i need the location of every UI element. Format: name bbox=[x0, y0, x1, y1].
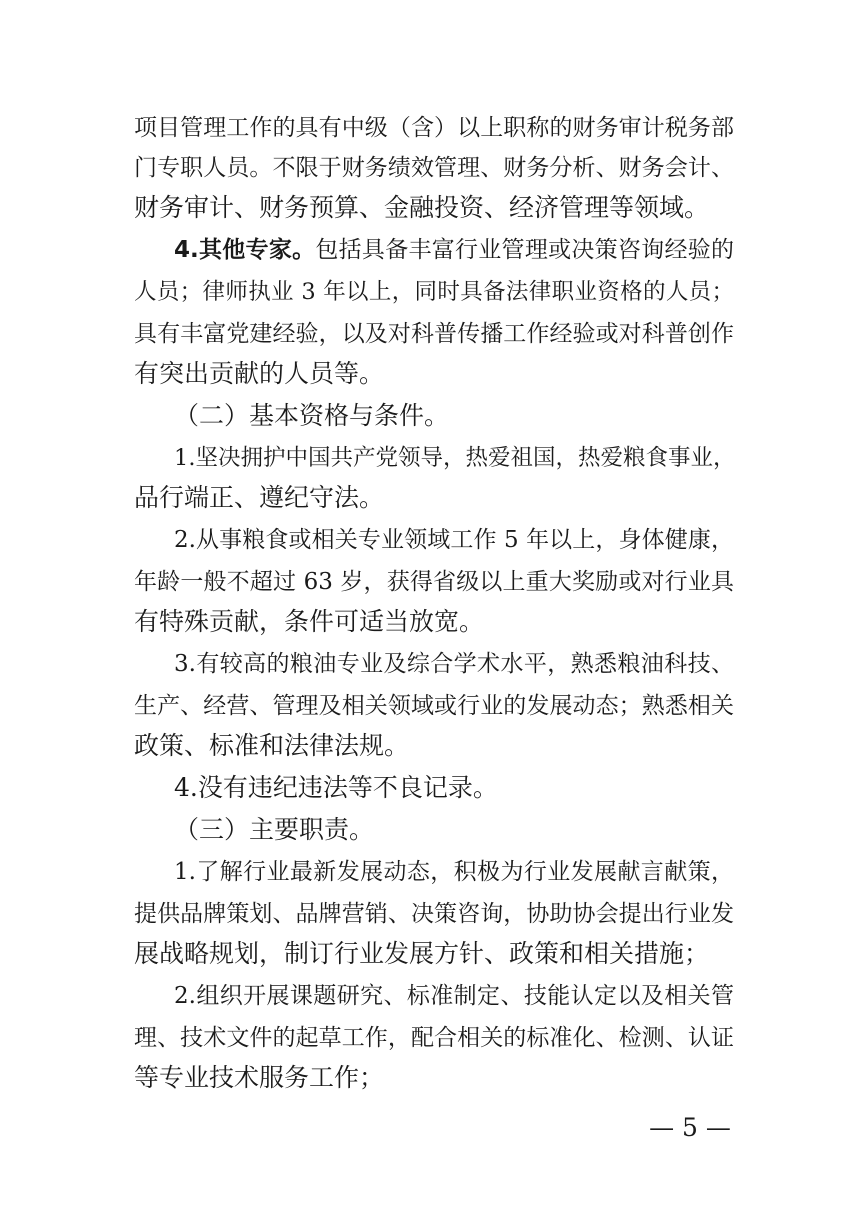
body-line-24: 等专业技术服务工作； bbox=[134, 1063, 385, 1092]
body-line-6: 具有丰富党建经验，以及对科普传播工作经验或对科普创作 bbox=[134, 321, 734, 347]
body-line-21: 展战略规划，制订行业发展方针、政策和相关措施； bbox=[134, 939, 710, 968]
section-heading-duties: （三）主要职责。 bbox=[174, 815, 375, 844]
body-line-9: 1.坚决拥护中国共产党领导，热爱祖国，热爱粮食事业， bbox=[174, 445, 736, 471]
section-heading-qualifications: （二）基本资格与条件。 bbox=[174, 401, 450, 430]
other-experts-heading: 4.其他专家。 bbox=[174, 237, 316, 263]
body-line-23: 理、技术文件的起草工作，配合相关的标准化、检测、认证 bbox=[134, 1025, 734, 1051]
other-experts-text: 包括具备丰富行业管理或决策咨询经验的 bbox=[315, 237, 734, 263]
body-line-12: 年龄一般不超过 63 岁，获得省级以上重大奖励或对行业具 bbox=[134, 569, 734, 595]
body-line-13: 有特殊贡献，条件可适当放宽。 bbox=[134, 607, 485, 636]
body-line-16: 政策、标准和法律法规。 bbox=[134, 731, 410, 760]
body-line-15: 生产、经营、管理及相关领域或行业的发展动态；熟悉相关 bbox=[134, 693, 734, 719]
body-line-22: 2.组织开展课题研究、标准制定、技能认定以及相关管 bbox=[174, 983, 734, 1009]
body-line-3: 财务审计、财务预算、金融投资、经济管理等领域。 bbox=[134, 193, 710, 222]
body-line-17: 4.没有违纪违法等不良记录。 bbox=[174, 773, 498, 802]
body-line-1: 项目管理工作的具有中级（含）以上职称的财务审计税务部 bbox=[134, 115, 734, 141]
body-line-19: 1.了解行业最新发展动态，积极为行业发展献言献策， bbox=[174, 859, 734, 885]
body-line-20: 提供品牌策划、品牌营销、决策咨询，协助协会提出行业发 bbox=[134, 901, 734, 927]
body-line-4 bbox=[174, 230, 734, 270]
body-line-2: 门专职人员。不限于财务绩效管理、财务分析、财务会计、 bbox=[134, 155, 734, 181]
body-line-10: 品行端正、遵纪守法。 bbox=[134, 483, 385, 512]
body-line-7: 有突出贡献的人员等。 bbox=[134, 359, 385, 388]
body-line-5: 人员；律师执业 3 年以上，同时具备法律职业资格的人员； bbox=[134, 279, 734, 305]
body-line-11: 2.从事粮食或相关专业领域工作 5 年以上，身体健康， bbox=[174, 527, 734, 553]
page-number: — 5 — bbox=[649, 1113, 731, 1142]
body-line-14: 3.有较高的粮油专业及综合学术水平，熟悉粮油科技、 bbox=[174, 651, 734, 677]
